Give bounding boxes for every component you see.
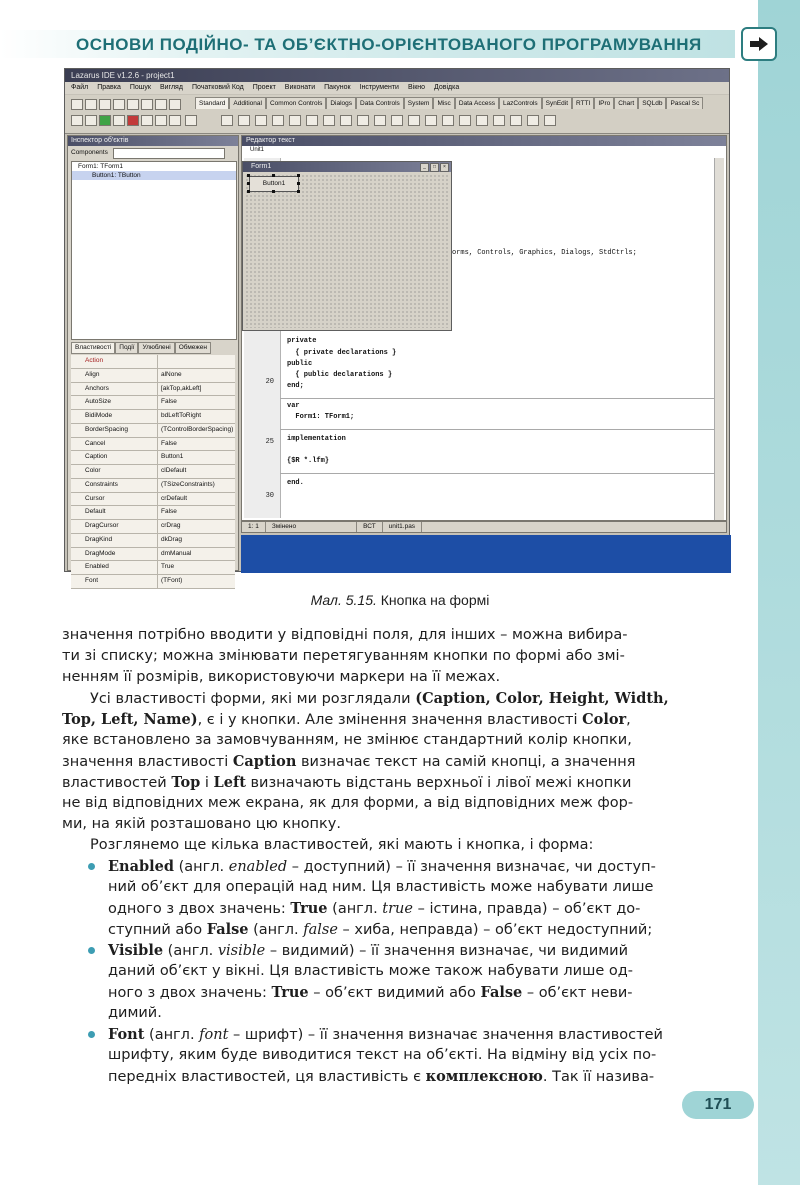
ide-screenshot [64,68,730,584]
caption-label: Мал. 5.15. [310,592,377,608]
unit-icon[interactable] [141,99,153,110]
text-line: не від відповідних меж екрана, як для форми, а від відповідних меж фор- [62,795,634,811]
palette-tab[interactable]: SynEdit [542,97,572,109]
component-icon[interactable] [391,115,403,126]
step-out-icon[interactable] [169,115,181,126]
property-row[interactable]: DragKind dkDrag [71,534,235,548]
component-icon[interactable] [255,115,267,126]
property-grid [71,355,235,589]
property-row[interactable]: Action [71,355,235,369]
editor-scrollbar[interactable] [714,158,724,520]
page-number: 171 [682,1091,754,1119]
code-line: implementation [287,435,346,443]
code-line: Form1: TForm1; [287,413,355,421]
inspector-title: Інспектор об'єктів [68,136,238,146]
save-all-icon[interactable] [113,99,125,110]
property-row[interactable]: Anchors [akTop,akLeft] [71,383,235,397]
components-label: Components [71,149,108,156]
text-line: передніх властивостей, ця властивість є комплексною. Так її назива- [108,1068,655,1085]
code-separator [280,473,720,474]
text-line: Розглянемо ще кілька властивостей, які мають і кнопка, і форма: [90,837,594,853]
palette-tab[interactable]: RTTI [572,97,594,109]
open-icon[interactable] [85,99,97,110]
menu-item[interactable]: Пошук [129,84,151,91]
code-separator [280,429,720,430]
step-over-icon[interactable] [155,115,167,126]
new-icon[interactable] [71,99,83,110]
pointer-icon[interactable] [185,115,197,126]
form-button[interactable]: Button1 [249,176,299,192]
resize-handle[interactable] [272,174,275,177]
code-line: private [287,337,317,345]
property-row[interactable]: DragMode dmManual [71,548,235,562]
menu-item[interactable]: Вікно [407,84,426,91]
text-line: Top, Left, Name), є і у кнопки. Але змінення значення властивості Color, [62,711,631,728]
form-designer[interactable] [242,161,452,331]
close-icon[interactable] [127,99,139,110]
figure-caption [0,592,800,608]
component-icon[interactable] [323,115,335,126]
view-forms-icon[interactable] [85,115,97,126]
menu-item[interactable]: Початковий Код [191,84,244,91]
code-line: var [287,402,300,410]
palette-tab[interactable]: IPro [594,97,614,109]
tree-item-button1[interactable]: Button1: TButton [72,171,236,180]
text-line: яке встановлено за замовчуванням, не змінює стандартний колір кнопки, [62,732,632,748]
desktop-background [241,535,731,573]
palette-tab[interactable]: System [404,97,434,109]
component-tree [71,161,237,340]
line-number: 20 [265,378,274,386]
property-row[interactable]: Default False [71,506,235,520]
palette-tab[interactable]: LazControls [499,97,542,109]
component-icon[interactable] [527,115,539,126]
component-icon[interactable] [408,115,420,126]
status-file: unit1.pas [383,522,422,532]
chapter-title: ОСНОВИ ПОДІЙНО- ТА ОБ’ЄКТНО-ОРІЄНТОВАНОГО ПРОГРАМУВАННЯ [76,35,702,54]
form-title: Form1 [243,162,451,172]
menu-item[interactable]: Файл [71,84,89,91]
text-line: ступний або False (англ. false – хиба, неправда) – об’єкт недоступний; [108,921,653,938]
property-row[interactable]: BidiMode bdLeftToRight [71,410,235,424]
bullet-icon [88,863,95,870]
ide-menubar [65,82,729,94]
tab-restricted[interactable]: Обмежен [175,342,211,354]
palette-tab[interactable]: Data Controls [356,97,404,109]
status-modified: Змінено [266,522,357,532]
text-line: Visible (англ. visible – видимий) – її значення визначає, чи видимий [108,942,629,959]
palette-component-icons [221,115,556,126]
code-line: { public declarations } [287,371,393,379]
component-icon[interactable] [459,115,471,126]
text-line: властивостей Top і Left визначають відстань верхньої і лівої межі кнопки [62,774,632,791]
pause-icon[interactable] [113,115,125,126]
editor-tab[interactable]: Unit1 [250,147,265,153]
editor-statusbar [241,521,727,533]
tab-events[interactable]: Події [115,342,138,354]
resize-handle[interactable] [247,190,250,193]
property-row[interactable]: Align alNone [71,369,235,383]
menu-item[interactable]: Довідка [434,84,460,91]
component-icon[interactable] [544,115,556,126]
component-icon[interactable] [425,115,437,126]
text-line: ного з двох значень: True – об’єкт видимий або False – об’єкт неви- [108,984,633,1001]
component-icon[interactable] [476,115,488,126]
ide-toolbar [65,95,729,134]
code-line: { private declarations } [287,349,397,357]
property-row[interactable]: DragCursor crDrag [71,520,235,534]
text-line: даний об’єкт у вікні. Ця властивість може також набувати лише од- [108,963,634,979]
menu-item[interactable]: Проект [252,84,276,91]
component-icon[interactable] [374,115,386,126]
menu-item[interactable]: Пакунок [324,84,351,91]
component-icon[interactable] [221,115,233,126]
palette-tab[interactable]: Data Access [455,97,499,109]
components-filter-input[interactable] [113,148,225,159]
bullet-icon [88,1031,95,1038]
tree-item-form1[interactable]: Form1: TForm1 [78,163,124,170]
run-icon[interactable] [99,115,111,126]
line-number: 30 [265,492,274,500]
status-mode: ВСТ [357,522,383,532]
component-icon[interactable] [306,115,318,126]
form-grid[interactable] [245,174,449,328]
resize-handle[interactable] [247,182,250,185]
code-line: end. [287,479,304,487]
form-window-buttons [420,163,449,172]
stop-icon[interactable] [127,115,139,126]
component-palette [195,97,703,109]
code-line: end; [287,382,304,390]
code-line: public [287,360,313,368]
code-line: {$R *.lfm} [287,457,330,465]
component-icon[interactable] [272,115,284,126]
text-line: ми, на якій розташовано цю кнопку. [62,816,341,832]
text-line: димий. [108,1005,162,1021]
maximize-icon[interactable]: □ [430,163,439,172]
palette-tab[interactable]: Chart [614,97,638,109]
text-line: одного з двох значень: True (англ. true – істина, правда) – об’єкт до- [108,900,641,917]
property-row[interactable]: AutoSize False [71,396,235,410]
minimize-icon[interactable]: _ [420,163,429,172]
resize-handle[interactable] [297,182,300,185]
palette-tab[interactable]: SQLdb [638,97,666,109]
text-line: Enabled (англ. enabled – доступний) – її значення визначає, чи доступ- [108,858,656,875]
caption-text: Кнопка на формі [380,592,490,608]
component-icon[interactable] [340,115,352,126]
property-row[interactable]: Cancel False [71,438,235,452]
object-inspector [67,135,239,584]
tab-properties[interactable]: Властивості [71,342,115,354]
property-row[interactable]: Enabled True [71,561,235,575]
close-icon[interactable]: × [440,163,449,172]
component-icon[interactable] [238,115,250,126]
property-row[interactable]: BorderSpacing (TControlBorderSpacing) [71,424,235,438]
toggle-icon[interactable] [169,99,181,110]
arrow-right-icon[interactable] [741,27,777,61]
component-icon[interactable] [510,115,522,126]
property-row[interactable]: Color clDefault [71,465,235,479]
tab-favorites[interactable]: Улюблені [138,342,174,354]
property-row[interactable]: Font (TFont) [71,575,235,589]
property-row[interactable]: Caption Button1 [71,451,235,465]
line-number: 25 [265,438,274,446]
menu-item[interactable]: Правка [97,84,121,91]
bullet-icon [88,947,95,954]
palette-tab[interactable]: Additional [229,97,266,109]
status-position: 1: 1 [242,522,266,532]
resize-handle[interactable] [247,174,250,177]
palette-tab[interactable]: Common Controls [266,97,326,109]
form-icon[interactable] [155,99,167,110]
step-into-icon[interactable] [141,115,153,126]
component-icon[interactable] [442,115,454,126]
component-icon[interactable] [289,115,301,126]
menu-item[interactable]: Інструменти [359,84,399,91]
text-line: шрифту, яким буде виводитися текст на об’єкті. На відміну від усіх по- [108,1047,657,1063]
property-row[interactable]: Cursor crDefault [71,493,235,507]
editor-title: Редактор текст [242,136,726,146]
menu-item[interactable]: Виконати [284,84,316,91]
view-units-icon[interactable] [71,115,83,126]
palette-tab[interactable]: Standard [195,97,229,109]
resize-handle[interactable] [297,190,300,193]
text-line: ний об’єкт для операцій над ним. Ця властивість може набувати лише [108,879,654,895]
text-line: ти зі списку; можна змінювати перетягуванням кнопки по формі або змі- [62,648,625,664]
component-icon[interactable] [357,115,369,126]
palette-tab[interactable]: Pascal Sc [666,97,703,109]
text-line: ненням її розмірів, використовуючи маркери на її межах. [62,669,501,685]
code-line: orms, Controls, Graphics, Dialogs, StdCtrls; [452,249,637,257]
menu-item[interactable]: Вигляд [159,84,183,91]
text-line: Усі властивості форми, які ми розглядали (Caption, Color, Height, Width, [90,690,669,707]
resize-handle[interactable] [272,190,275,193]
component-icon[interactable] [493,115,505,126]
save-icon[interactable] [99,99,111,110]
property-row[interactable]: Constraints (TSizeConstraints) [71,479,235,493]
inspector-tabs [71,342,211,354]
text-line: значення властивості Caption визначає текст на самій кнопці, а значення [62,753,636,770]
palette-tab[interactable]: Dialogs [326,97,356,109]
ide-title: Lazarus IDE v1.2.6 - project1 [65,69,729,82]
text-line: значення потрібно вводити у відповідні поля, для інших – можна вибира- [62,627,628,643]
text-line: Font (англ. font – шрифт) – її значення визначає значення властивостей [108,1026,663,1043]
code-separator [280,398,720,399]
resize-handle[interactable] [297,174,300,177]
palette-tab[interactable]: Misc [433,97,454,109]
